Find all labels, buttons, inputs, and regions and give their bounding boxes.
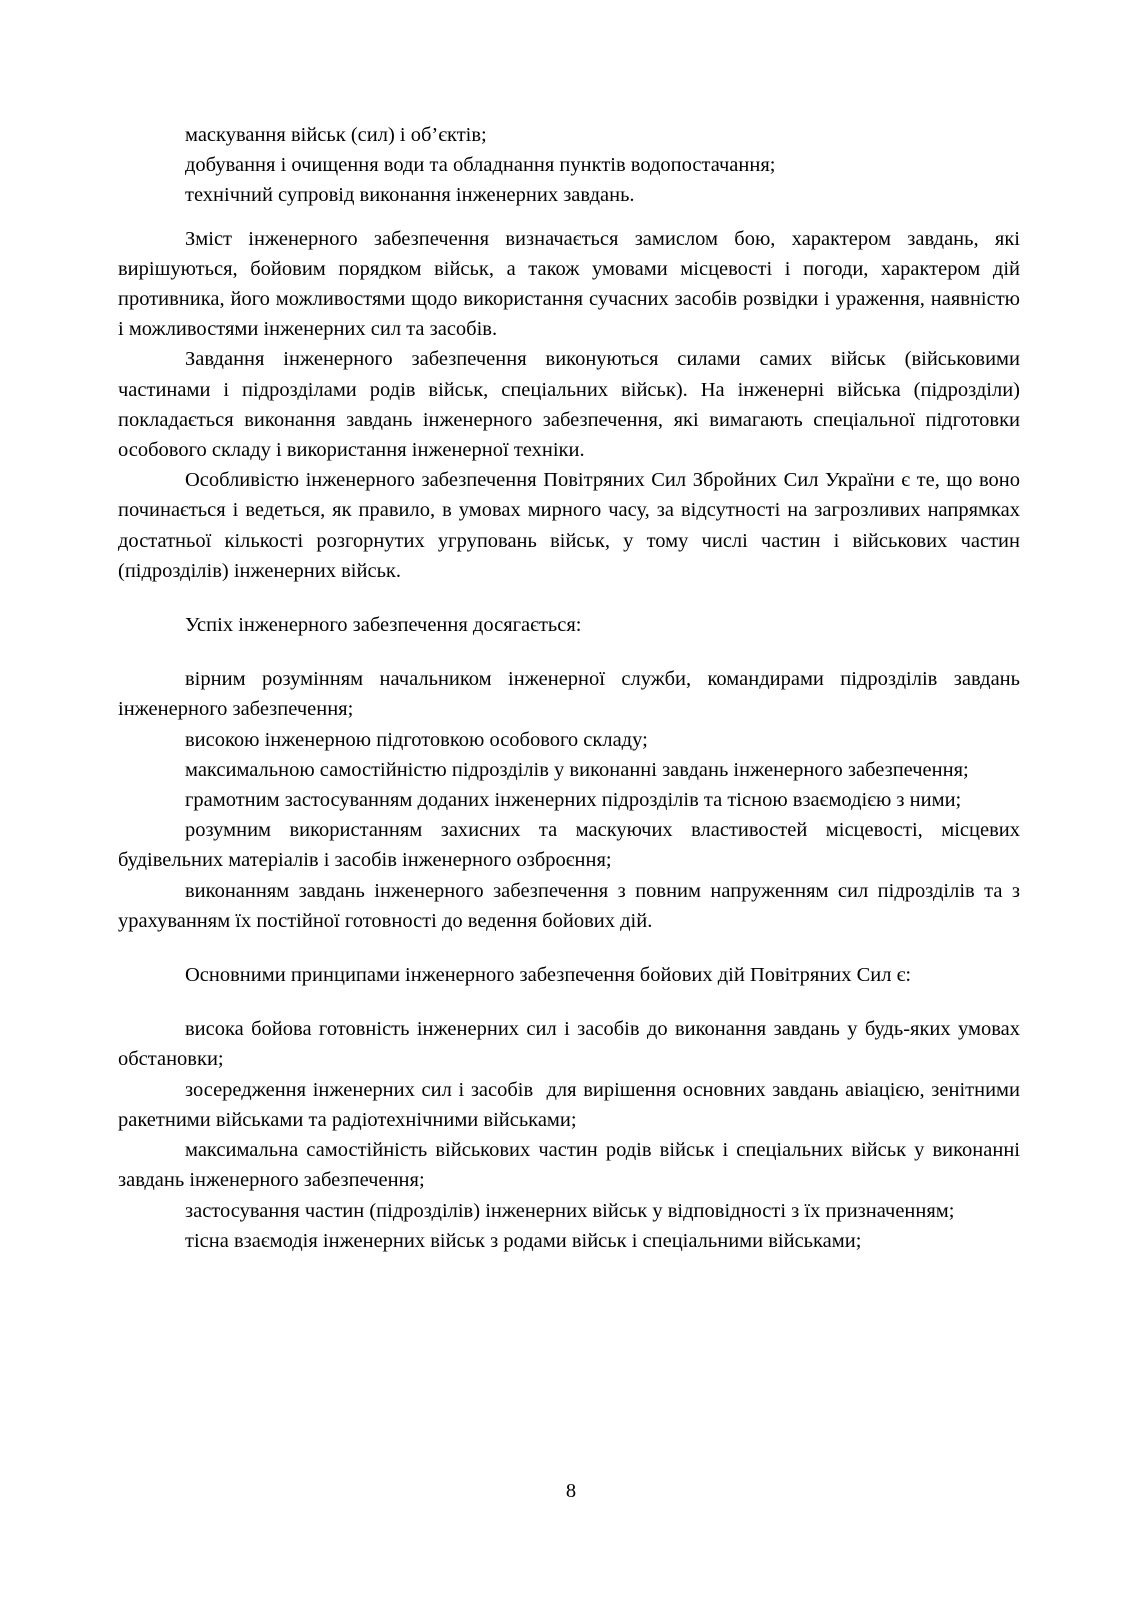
paragraph-spacer — [118, 586, 1020, 610]
list-item: тісна взаємодія інженерних військ з родами військ і спеціальними військами; — [185, 1229, 862, 1252]
page-number: 8 — [565, 1480, 577, 1502]
list-item: грамотним застосуванням доданих інженерних підрозділів та тісною взаємодією з ними; — [185, 789, 962, 812]
list-item: виконанням завдань інженерного забезпечення з повним напруженням сил підрозділів та з урахуванням їх постійної готовності до ведення бойових дій. — [118, 879, 1026, 932]
list-item: максимальна самостійність військових частин родів військ і спеціальних військ у виконанні завдань інженерного забезпечення; — [118, 1139, 1026, 1192]
list-item: вірним розумінням начальником інженерної служби, командирами підрозділів завдань інженерного забезпечення; — [118, 668, 1026, 721]
paragraph-zmist: Зміст інженерного забезпечення визначається замислом бою, характером завдань, які вирішуються, бойовим порядком військ, а також умовами місцевості і погоди, характером дій противника, його можливостями щодо використання сучасних засобів розвідки і ураження, наявністю і можливостями інженерних сил та засобів. — [118, 227, 1026, 341]
list-item: технічний супровід виконання інженерних завдань. — [185, 184, 635, 207]
list-item: висока бойова готовність інженерних сил і засобів до виконання завдань у будь-яких умовах обстановки; — [118, 1018, 1026, 1071]
list-item: маскування військ (сил) і об’єктів; — [185, 124, 487, 146]
heading-uspih: Успіх інженерного забезпечення досягається: — [185, 614, 582, 637]
paragraph-zavdannya: Завдання інженерного забезпечення виконуються силами самих військ (військовими частинами і підрозділами родів військ, спеціальних військ). На інженерні війська (підрозділи) покладається виконання завдань інженерного забезпечення, які вимагають спеціальної підготовки особового складу і використання інженерної техніки. — [118, 348, 1026, 462]
list-item: застосування частин (підрозділів) інженерних військ у відповідності з їх призначенням; — [185, 1199, 955, 1222]
heading-pryntsypy: Основними принципами інженерного забезпечення бойових дій Повітряних Сил є: — [185, 964, 912, 987]
list-item: високою інженерною підготовкою особового складу; — [185, 728, 648, 751]
list-item: добування і очищення води та обладнання пунктів водопостачання; — [185, 154, 776, 177]
paragraph-osoblyvistyu: Особливістю інженерного забезпечення Повітряних Сил Збройних Сил України є те, що воно починається і ведеться, як правило, в умовах мирного часу, за відсутності на загрозливих напрямках достатньої кількості розгорнутих угруповань військ, у тому числі частин і військових частин (підрозділів) інженерних військ. — [118, 469, 1026, 582]
list-item: максимальною самостійністю підрозділів у виконанні завдань інженерного забезпечення; — [185, 758, 969, 781]
list-item: розумним використанням захисних та маскуючих властивостей місцевості, місцевих будівельних матеріалів і засобів інженерного озброєння; — [118, 819, 1026, 872]
list-item: зосередження інженерних сил і засобів для вирішення основних завдань авіацією, зенітними ракетними військами та радіотехнічними військами; — [118, 1078, 1026, 1131]
paragraph-spacer — [118, 211, 1020, 224]
paragraph-spacer — [118, 990, 1020, 1014]
page-text-column — [118, 120, 1026, 1256]
paragraph-spacer — [118, 640, 1020, 664]
paragraph-spacer — [118, 936, 1020, 960]
